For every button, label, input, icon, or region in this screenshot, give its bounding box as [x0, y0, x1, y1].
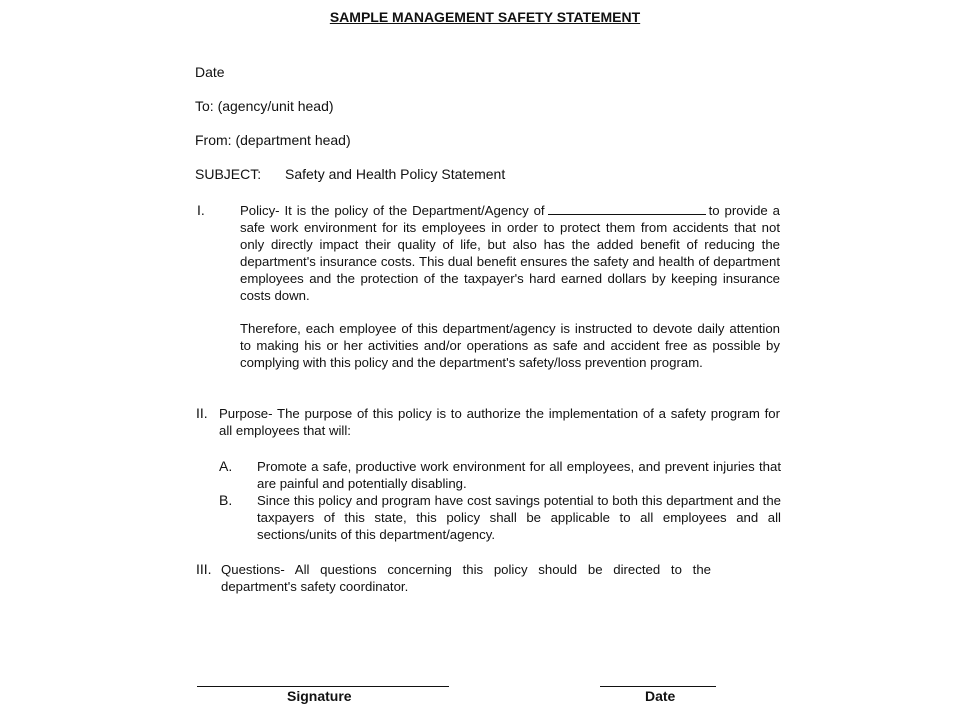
item-a-text: Promote a safe, productive work environment for all employees, and prevent injuries that are painful and potentially disabling.	[257, 459, 781, 491]
date-label: Date	[195, 64, 225, 80]
signature-label: Signature	[287, 688, 352, 704]
section-1-marker: I.	[197, 202, 205, 218]
from-line: From: (department head)	[195, 132, 351, 148]
date-line	[600, 686, 716, 687]
section-1-policy	[240, 202, 780, 304]
section-1-therefore: Therefore, each employee of this department/agency is instructed to devote daily attention to making his or her activities and/or operations as safe and accident free as possible by complying with this policy and the department's safety/loss prevention program.	[240, 321, 780, 370]
to-line: To: (agency/unit head)	[195, 98, 334, 114]
signature-date-label: Date	[645, 688, 676, 704]
section-2-marker: II.	[196, 405, 208, 421]
section-2-purpose: Purpose- The purpose of this policy is to authorize the implementation of a safety program for all employees that will:	[219, 406, 780, 438]
subject-key: SUBJECT:	[195, 166, 262, 182]
section-3-marker: III.	[196, 561, 212, 577]
document-title: SAMPLE MANAGEMENT SAFETY STATEMENT	[329, 9, 641, 25]
agency-name-blank	[548, 203, 706, 215]
section-3-questions: Questions- All questions concerning this policy should be directed to the department's safety coordinator.	[221, 562, 711, 594]
policy-line-to: to	[708, 203, 720, 218]
policy-line-start: Policy- It is the policy of the Department/Agency of	[240, 203, 545, 218]
item-b-marker: B.	[219, 492, 233, 508]
item-b-text: Since this policy and program have cost savings potential to both this department and the taxpayers of this state, this policy shall be applicable to all employees and all sections/units of this department/agency.	[257, 493, 781, 542]
signature-line	[197, 686, 449, 687]
policy-paragraph-text: provide a safe work environment for its employees in order to protect them from accidents that not only directly impact their quality of life, but also has the added benefit of reducing the department's insurance costs. This dual benefit ensures the safety and health of department employees and the protection of the taxpayer's hard earned dollars by keeping insurance costs down.	[240, 203, 780, 303]
item-a-marker: A.	[219, 458, 233, 474]
subject-value: Safety and Health Policy Statement	[285, 166, 506, 182]
